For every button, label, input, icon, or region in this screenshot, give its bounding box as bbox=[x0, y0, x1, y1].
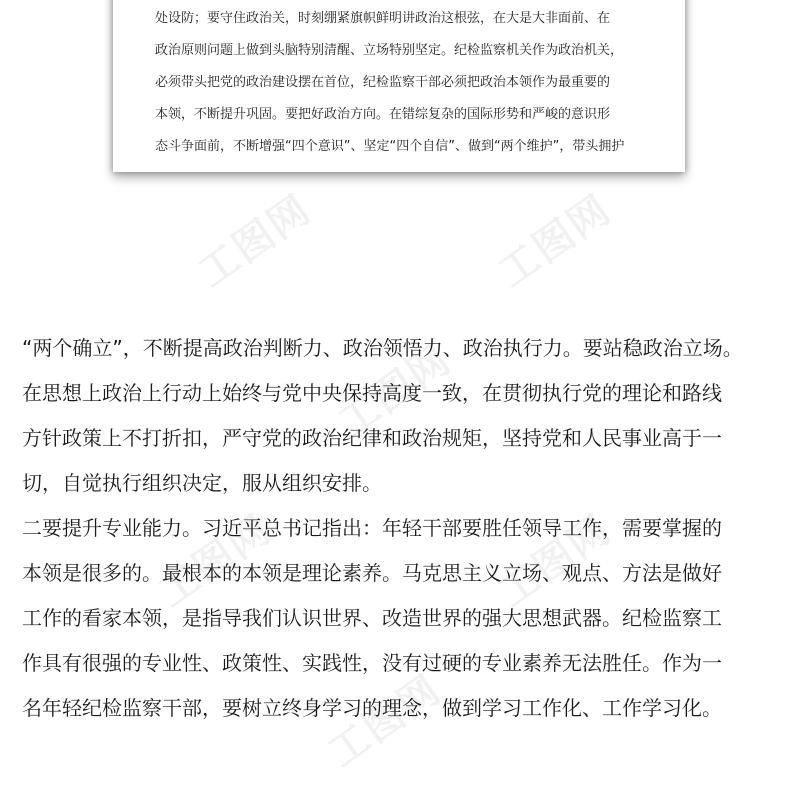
watermark-text: 工图网 bbox=[490, 186, 620, 297]
card-text-line: 政治原则问题上做到头脑特别清醒、立场特别坚定。纪检监察机关作为政治机关， bbox=[155, 43, 624, 58]
body-text-line: “两个确立”，不断提高政治判断力、政治领悟力、政治执行力。要站稳政治立场。 bbox=[22, 336, 743, 360]
body-text-line: 名年轻纪检监察干部，要树立终身学习的理念，做到学习工作化、工作学习化。 bbox=[22, 696, 722, 720]
body-text-line: 作具有很强的专业性、政策性、实践性，没有过硬的专业素养无法胜任。作为一 bbox=[22, 651, 722, 675]
watermark-text: 工图网 bbox=[330, 336, 460, 447]
body-text-line: 工作的看家本领，是指导我们认识世界、改造世界的强大思想武器。纪检监察工 bbox=[22, 606, 722, 630]
card-text-line: 处设防；要守住政治关，时刻绷紧旗帜鲜明讲政治这根弦，在大是大非面前、在 bbox=[155, 11, 611, 26]
card-text-line: 态斗争面前，不断增强“四个意识”、坚定“四个自信”、做到“两个维护”，带头拥护 bbox=[155, 139, 625, 154]
watermark-text: 工图网 bbox=[320, 666, 450, 777]
card-text-line: 本领，不断提升巩固。要把好政治方向。在错综复杂的国际形势和严峻的意识形 bbox=[155, 107, 611, 122]
body-text-line: 方针政策上不打折扣，严守党的政治纪律和政治规矩，坚持党和人民事业高于一 bbox=[22, 426, 722, 450]
watermark-text: 工图网 bbox=[490, 506, 620, 617]
watermark-text: 工图网 bbox=[150, 506, 280, 617]
body-text-line: 本领是很多的。最根本的本领是理论素养。马克思主义立场、观点、方法是做好 bbox=[22, 561, 722, 585]
document-preview-card bbox=[113, 0, 685, 172]
body-text-line: 二要提升专业能力。习近平总书记指出：年轻干部要胜任领导工作，需要掌握的 bbox=[22, 516, 722, 540]
body-text-line: 切，自觉执行组织决定，服从组织安排。 bbox=[22, 471, 382, 495]
card-text-block bbox=[155, 3, 655, 163]
watermark-text: 工图网 bbox=[190, 186, 320, 297]
document-body-text bbox=[22, 326, 782, 731]
card-text-line: 必须带头把党的政治建设摆在首位，纪检监察干部必须把政治本领作为最重要的 bbox=[155, 75, 611, 90]
body-text-line: 在思想上政治上行动上始终与党中央保持高度一致，在贯彻执行党的理论和路线 bbox=[22, 381, 722, 405]
